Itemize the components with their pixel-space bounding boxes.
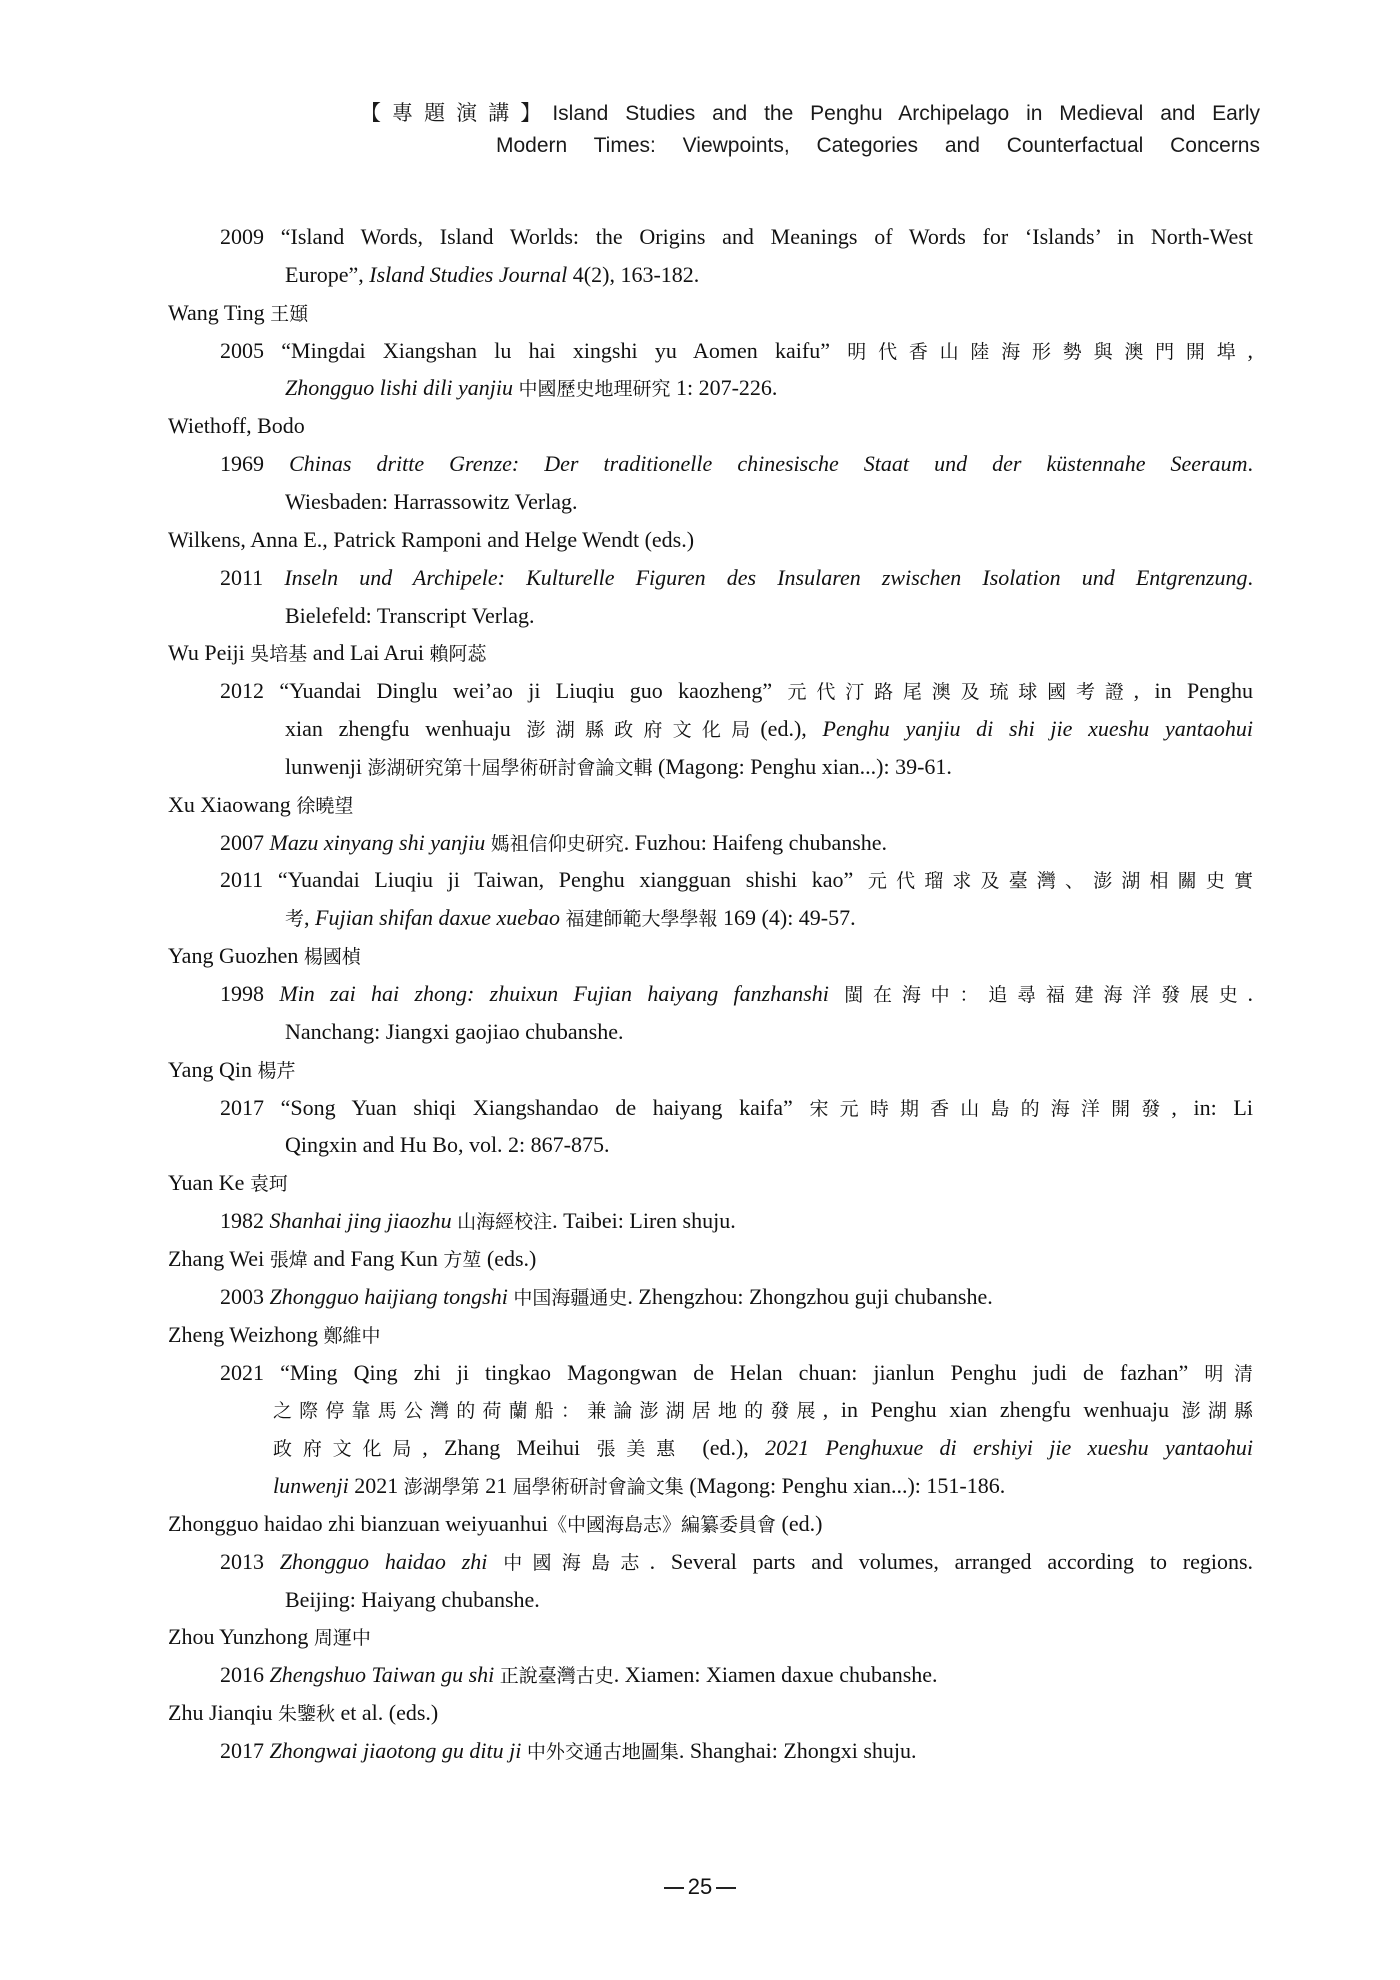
reference-text-line [285, 1130, 1253, 1160]
text-segment: 1969 [220, 451, 290, 477]
text-segment: 1982 [220, 1208, 270, 1234]
italic-title-text: Min zai hai zhong: zhuixun Fujian haiyang fanzhanshi [279, 981, 829, 1006]
text-segment [487, 1549, 503, 1574]
chinese-text: 澎湖縣 [1181, 1400, 1253, 1423]
italic-title-text: 2021 Penghuxue di ershiyi jie xueshu yantaohui [765, 1435, 1253, 1461]
text-segment: Beijing: Haiyang chubanshe. [285, 1586, 540, 1612]
chinese-text: 中国海疆通史 [513, 1286, 628, 1309]
italic-title-text: Zhengshuo Taiwan gu shi [269, 1662, 495, 1688]
chinese-text: 朱鑒秋 [278, 1703, 336, 1726]
chinese-text: 福建師範大學學報 [565, 908, 718, 931]
text-segment: 2011 “Yuandai Liuqiu ji Taiwan, Penghu xiangguan shishi kao” [220, 867, 868, 893]
reference-text-line [220, 336, 1253, 366]
reference-text-line [285, 260, 1253, 290]
chinese-text: 中外交通古地圖集 [526, 1741, 679, 1763]
reference-author-line [168, 1622, 371, 1652]
reference-text-line [285, 487, 1253, 517]
italic-title-text: Zhongguo haijiang tongshi [269, 1283, 508, 1309]
text-segment: 2017 “Song Yuan shiqi Xiangshandao de haiyang kaifa” [220, 1094, 810, 1120]
chinese-text: 之際停靠馬公灣的荷蘭船：兼論澎湖居地的發展 [273, 1400, 823, 1423]
reference-author-line [168, 1244, 536, 1274]
chinese-text: 媽祖信仰史研究 [490, 832, 624, 855]
reference-text-line [220, 1093, 1253, 1123]
text-segment: . Zhengzhou: Zhongzhou guji chubanshe. [627, 1283, 993, 1309]
section-tag: 【專題演講】 [360, 102, 553, 125]
chinese-text: 澎湖縣政府文化局 [526, 719, 761, 742]
reference-author-line [168, 298, 308, 328]
chinese-text: 澎湖研究第十屆學術研討會論文輯 [367, 756, 653, 779]
chinese-text: 山海經校注 [457, 1211, 553, 1234]
text-segment: xian zhengfu wenhuaju [285, 716, 527, 742]
reference-author-line [168, 1320, 380, 1350]
text-segment: 2009 “Island Words, Island Worlds: the Origins and Meanings of Words for ‘Islands’ in North-West [220, 224, 1253, 249]
chinese-text: 吳培基 [250, 643, 308, 666]
italic-title-text: Fujian shifan daxue xuebao [315, 905, 561, 931]
chinese-text: 賴阿蕊 [429, 643, 487, 666]
chinese-text: 正說臺灣古史 [499, 1665, 614, 1688]
text-segment: . [1247, 981, 1253, 1006]
text-segment: 2007 [220, 829, 270, 855]
reference-text-line [285, 601, 1253, 631]
text-segment: Zhou Yunzhong [168, 1624, 314, 1650]
text-segment: 2021 [348, 1473, 404, 1499]
text-segment: (Magong: Penghu xian...): 151-186. [683, 1473, 1006, 1499]
text-segment: Zhang Wei [168, 1245, 270, 1271]
page-number-value: 25 [687, 1874, 713, 1899]
italic-title-text: Zhongguo lishi dili yanjiu [285, 375, 513, 401]
running-header-line-2: Modern Times: Viewpoints, Categories and Counterfactual Concerns [496, 134, 1260, 157]
italic-title-text: Island Studies Journal [369, 261, 568, 287]
reference-text-line [220, 222, 1253, 252]
text-segment: 2013 [220, 1548, 280, 1574]
reference-text-line [220, 1547, 1253, 1577]
reference-author-line [168, 1168, 288, 1198]
text-segment: Wang Ting [168, 299, 271, 325]
text-segment: , in Penghu xian zhengfu wenhuaju [822, 1397, 1182, 1423]
text-segment: Yang Guozhen [168, 943, 304, 969]
text-segment: 2003 [220, 1283, 270, 1309]
text-segment: and Lai Arui [307, 640, 430, 666]
chinese-text: 方堃 [443, 1248, 482, 1271]
chinese-text: 袁珂 [249, 1173, 288, 1196]
text-segment: . Shanghai: Zhongxi shuju. [678, 1738, 917, 1763]
italic-title-text: Penghu yanjiu di shi jie xueshu yantaohui [822, 716, 1253, 742]
reference-author-line [168, 790, 353, 820]
chinese-text: 元代汀路尾澳及琉球國考證 [787, 681, 1134, 704]
italic-title-text: Chinas dritte Grenze: Der traditionelle chinesische Staat und der küstennahe Seeraum [289, 451, 1248, 477]
reference-author-line [168, 638, 486, 668]
reference-text-line [220, 1660, 1253, 1690]
italic-title-text: Inseln und Archipele: Kulturelle Figuren des Insularen zwischen Isolation und Entgrenzung [284, 564, 1248, 590]
text-segment: , [1247, 337, 1253, 363]
reference-text-line [220, 449, 1253, 479]
text-segment: Bielefeld: Transcript Verlag. [285, 602, 535, 628]
text-segment [829, 981, 844, 1006]
reference-text-line [220, 865, 1253, 895]
text-segment: 169 (4): 49-57. [717, 905, 856, 931]
reference-text-line [220, 979, 1253, 1009]
text-segment: Wiethoff, Bodo [168, 413, 305, 439]
chinese-text: 考 [285, 908, 305, 931]
text-segment: Zhu Jianqiu [168, 1700, 278, 1726]
text-segment: (Magong: Penghu xian...): 39-61. [652, 753, 952, 779]
chinese-text: 元代瑠求及臺灣、澎湖相關史實 [867, 870, 1253, 893]
text-segment: . [1247, 564, 1253, 590]
reference-author-line [168, 1509, 822, 1539]
reference-text-line [285, 752, 1253, 782]
reference-text-line [273, 1395, 1253, 1425]
text-segment: , in: Li [1171, 1094, 1253, 1120]
reference-text-line [220, 1736, 1253, 1766]
text-segment: . Fuzhou: Haifeng chubanshe. [623, 829, 888, 855]
text-segment: 2017 [220, 1738, 270, 1763]
text-segment: 4(2), 163-182. [567, 261, 700, 287]
reference-text-line [220, 1358, 1253, 1388]
text-segment: Europe”, [285, 261, 370, 287]
text-segment: 2011 [220, 564, 285, 590]
italic-title-text: Zhongwai jiaotong gu ditu ji [269, 1738, 522, 1763]
text-segment: Yang Qin [168, 1056, 258, 1082]
text-segment: 1: 207-226. [670, 375, 778, 401]
text-segment: Zheng Weizhong [168, 1321, 324, 1347]
reference-text-line [273, 1433, 1253, 1463]
reference-text-line [285, 714, 1253, 744]
chinese-text: 張煒 [269, 1248, 308, 1271]
chinese-text: 中國海島志 [503, 1551, 650, 1574]
text-segment: Qingxin and Hu Bo, vol. 2: 867-875. [285, 1132, 610, 1158]
reference-text-line [220, 563, 1253, 593]
chinese-text: 張美惠 [596, 1438, 687, 1461]
reference-author-line [168, 411, 305, 441]
text-segment: . Xiamen: Xiamen daxue chubanshe. [613, 1662, 938, 1688]
text-segment: Xu Xiaowang [168, 791, 297, 817]
reference-author-line [168, 1698, 438, 1728]
text-segment: (ed.), [686, 1435, 766, 1461]
text-segment: 2016 [220, 1662, 270, 1688]
dash-right [716, 1887, 736, 1889]
chinese-text: 澎湖學第 [403, 1476, 480, 1499]
text-segment: Wilkens, Anna E., Patrick Ramponi and Helge Wendt (eds.) [168, 526, 695, 552]
chinese-text: 宋元時期香山島的海洋開發 [809, 1097, 1172, 1120]
text-segment: . [1247, 451, 1254, 477]
reference-text-line [285, 373, 1253, 403]
reference-author-line [168, 1055, 295, 1085]
chinese-text: 政府文化局 [273, 1438, 423, 1461]
text-segment: 2012 “Yuandai Dinglu wei’ao ji Liuqiu guo kaozheng” [220, 678, 788, 704]
reference-text-line [273, 1471, 1253, 1501]
reference-text-line [285, 1017, 1253, 1047]
text-segment: (eds.) [481, 1245, 537, 1271]
italic-title-text: Mazu xinyang shi yanjiu [269, 829, 486, 855]
chinese-text: 閩在海中：追尋福建海洋發展史 [844, 984, 1248, 1006]
italic-title-text: Shanhai jing jiaozhu [269, 1208, 452, 1234]
reference-text-line [285, 1585, 1253, 1615]
text-segment: 1998 [220, 981, 280, 1006]
reference-text-line [220, 1282, 1253, 1312]
text-segment: Wu Peiji [168, 640, 251, 666]
dash-left [664, 1887, 684, 1889]
text-segment: , [304, 905, 316, 931]
text-segment: (ed.) [776, 1510, 823, 1536]
text-segment: , Zhang Meihui [422, 1435, 597, 1461]
text-segment: 2005 “Mingdai Xiangshan lu hai xingshi yu Aomen kaifu” [220, 337, 848, 363]
italic-title-text: lunwenji [273, 1473, 349, 1499]
chinese-text: 周運中 [313, 1627, 371, 1650]
text-segment: Zhongguo haidao zhi bianzuan weiyuanhui [168, 1510, 549, 1536]
reference-text-line [220, 828, 1253, 858]
text-segment: , in Penghu [1133, 678, 1253, 704]
reference-text-line [220, 676, 1253, 706]
chinese-text: 楊國楨 [303, 946, 361, 969]
chinese-text: 楊芹 [257, 1059, 296, 1082]
running-header-title-1: Island Studies and the Penghu Archipelago in Medieval and Early [552, 102, 1261, 125]
text-segment: Nanchang: Jiangxi gaojiao chubanshe. [285, 1018, 624, 1044]
chinese-text: 明代香山陸海形勢與澳門開埠 [847, 340, 1248, 363]
text-segment: 21 [479, 1473, 513, 1499]
chinese-text: 鄭維中 [323, 1324, 381, 1347]
reference-text-line [220, 1206, 1253, 1236]
reference-author-line [168, 941, 361, 971]
chinese-text: 《中國海島志》編纂委員會 [548, 1513, 777, 1536]
text-segment: et al. (eds.) [335, 1700, 439, 1726]
text-segment: lunwenji [285, 753, 368, 779]
chinese-text: 徐曉望 [296, 794, 354, 817]
text-segment: and Fang Kun [307, 1245, 444, 1271]
page-number [0, 1874, 1400, 1900]
text-segment: 2021 “Ming Qing zhi ji tingkao Magongwan de Helan chuan: jianlun Penghu judi de fazhan” [220, 1359, 1205, 1385]
text-segment: Wiesbaden: Harrassowitz Verlag. [285, 488, 578, 514]
chinese-text: 明清 [1204, 1362, 1253, 1385]
reference-text-line [285, 903, 1253, 933]
chinese-text: 中國歷史地理研究 [518, 378, 671, 401]
chinese-text: 王頲 [270, 302, 309, 325]
italic-title-text: Zhongguo haidao zhi [279, 1548, 488, 1574]
text-segment: . Taibei: Liren shuju. [552, 1208, 736, 1234]
text-segment: Yuan Ke [168, 1170, 250, 1196]
text-segment: (ed.), [760, 716, 823, 742]
chinese-text: 屆學術研討會論文集 [512, 1476, 684, 1499]
reference-author-line [168, 525, 694, 555]
text-segment: . Several parts and volumes, arranged according to regions. [649, 1548, 1254, 1574]
